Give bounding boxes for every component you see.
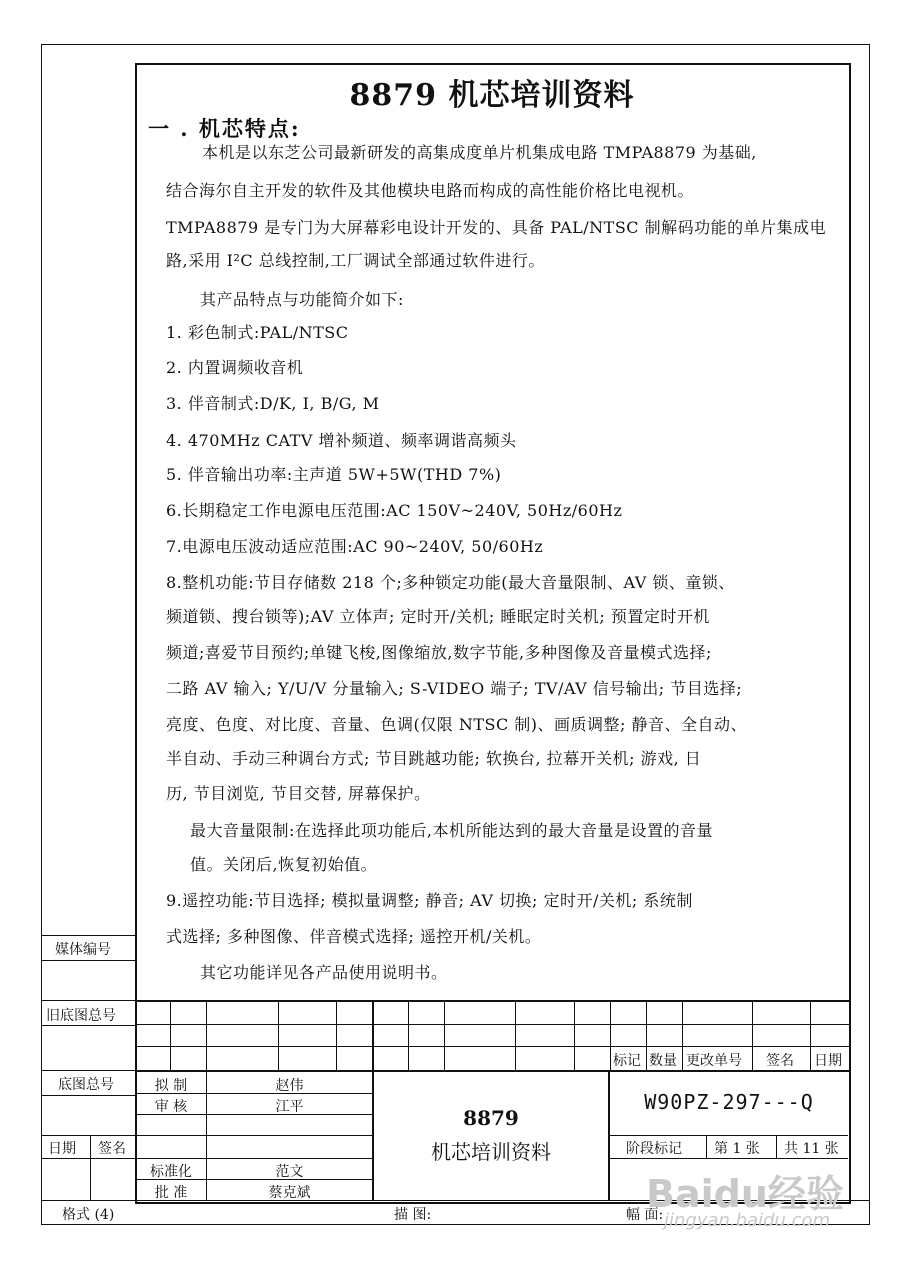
role-drafted: 拟 制 — [154, 1078, 188, 1094]
feature-3: 3. 伴音制式:D/K, I, B/G, M — [166, 394, 380, 413]
intro-line-2: 结合海尔自主开发的软件及其他模块电路而构成的高性能价格比电视机。 — [166, 181, 695, 200]
feature-8-line-2: 频道锁、搜台锁等);AV 立体声; 定时开/关机; 睡眠定时关机; 预置定时开机 — [166, 607, 710, 626]
sheet-total: 共 11 张 — [784, 1141, 839, 1157]
feature-9-line-2: 式选择; 多种图像、伴音模式选择; 遥控开机/关机。 — [166, 927, 542, 946]
sidebar-line — [41, 935, 136, 936]
feature-8-line-3: 频道;喜爱节目预约;单键飞梭,图像缩放,数字节能,多种图像及音量模式选择; — [166, 643, 712, 662]
rev-col-line — [646, 1000, 647, 1070]
baidu-watermark-url: jingyan.baidu.com — [664, 1210, 831, 1231]
rev-header-quantity: 数量 — [649, 1053, 677, 1069]
date-label: 日期 — [48, 1141, 76, 1157]
approval-row-line — [135, 1135, 373, 1136]
rev-col-line — [810, 1000, 811, 1070]
base-no-label: 底图总号 — [58, 1077, 114, 1093]
drawn-by-label: 描 图: — [394, 1207, 432, 1223]
feature-8-line-4: 二路 AV 输入; Y/U/V 分量输入; S-VIDEO 端子; TV/AV 信号输出; 节目选择; — [166, 679, 743, 698]
other-features-note: 其它功能详见各产品使用说明书。 — [200, 963, 448, 982]
sidebar-line — [41, 1135, 136, 1136]
name-standardized: 范文 — [275, 1164, 304, 1180]
stage-mark-label: 阶段标记 — [626, 1141, 682, 1157]
role-reviewed: 审 核 — [154, 1099, 188, 1115]
signature-label: 签名 — [98, 1141, 126, 1157]
sidebar-line — [41, 960, 136, 961]
document-title: 8879 机芯培训资料 — [349, 78, 635, 113]
max-volume-note-1: 最大音量限制:在选择此项功能后,本机所能达到的最大音量是设置的音量 — [190, 821, 713, 840]
section-heading: 一 . 机芯特点: — [148, 116, 301, 141]
code-row-line — [610, 1158, 848, 1159]
outer-frame-top — [41, 44, 870, 45]
rev-col-line — [682, 1000, 683, 1070]
rev-col-line — [336, 1000, 337, 1070]
sidebar-line — [41, 1070, 136, 1071]
feature-8-line-7: 历, 节目浏览, 节目交替, 屏幕保护。 — [166, 784, 431, 803]
doc-name-line-2: 机芯培训资料 — [431, 1140, 551, 1164]
rev-row-line — [135, 1046, 849, 1047]
rev-col-line — [170, 1000, 171, 1070]
rev-col-line — [574, 1000, 575, 1070]
intro-line-5: 其产品特点与功能简介如下: — [200, 290, 404, 309]
rev-header-date: 日期 — [814, 1053, 842, 1069]
name-approved: 蔡克斌 — [268, 1185, 311, 1201]
rev-col-line — [408, 1000, 409, 1070]
feature-4: 4. 470MHz CATV 增补频道、频率调谐高频头 — [166, 431, 517, 450]
rev-header-signature: 签名 — [766, 1053, 794, 1069]
code-row-line — [610, 1135, 848, 1136]
doc-code: W90PZ-297---Q — [644, 1090, 814, 1114]
max-volume-note-2: 值。关闭后,恢复初始值。 — [190, 855, 378, 874]
intro-line-3: TMPA8879 是专门为大屏幕彩电设计开发的、具备 PAL/NTSC 制解码功能的单片集成电 — [166, 218, 827, 237]
sidebar-divider — [90, 1135, 91, 1200]
rev-row-line — [135, 1024, 849, 1025]
rev-col-line — [515, 1000, 516, 1070]
name-drafted: 赵伟 — [275, 1078, 304, 1094]
name-reviewed: 江平 — [275, 1099, 304, 1115]
feature-9-line-1: 9.遥控功能:节目选择; 模拟量调整; 静音; AV 切换; 定时开/关机; 系统制 — [166, 891, 693, 910]
approval-row-line — [135, 1158, 373, 1159]
feature-2: 2. 内置调频收音机 — [166, 358, 304, 377]
rev-col-line — [752, 1000, 753, 1070]
old-base-no-label: 旧底图总号 — [46, 1008, 116, 1024]
code-col-line — [776, 1135, 777, 1158]
feature-5: 5. 伴音输出功率:主声道 5W+5W(THD 7%) — [166, 465, 502, 484]
sidebar-line — [41, 1000, 136, 1001]
feature-1: 1. 彩色制式:PAL/NTSC — [166, 323, 349, 342]
feature-7: 7.电源电压波动适应范围:AC 90~240V, 50/60Hz — [166, 537, 544, 556]
size-label: 幅 面: — [626, 1207, 664, 1223]
role-approved: 批 准 — [154, 1185, 188, 1201]
code-col-line — [706, 1135, 707, 1158]
baidu-watermark: Baidu经验 — [646, 1172, 844, 1216]
sidebar-line — [41, 1158, 136, 1159]
intro-line-1: 本机是以东芝公司最新研发的高集成度单片机集成电路 TMPA8879 为基础, — [202, 143, 757, 162]
rev-header-change-no: 更改单号 — [686, 1053, 742, 1069]
title-block-top — [135, 1000, 849, 1002]
feature-8-line-5: 亮度、色度、对比度、音量、色调(仅限 NTSC 制)、画质调整; 静音、全自动、 — [166, 715, 748, 734]
sheet-number: 第 1 张 — [714, 1141, 760, 1157]
rev-col-line — [610, 1000, 611, 1070]
feature-8-line-6: 半自动、手动三种调台方式; 节目跳越功能; 软换台, 拉幕开关机; 游戏, 日 — [166, 749, 702, 768]
format-label: 格式 (4) — [62, 1207, 115, 1223]
role-standardized: 标准化 — [150, 1164, 192, 1180]
intro-line-4: 路,采用 I²C 总线控制,工厂调试全部通过软件进行。 — [166, 251, 545, 270]
outer-frame-right — [869, 44, 870, 1225]
outer-frame-left — [41, 44, 42, 1225]
feature-8-line-1: 8.整机功能:节目存储数 218 个;多种锁定功能(最大音量限制、AV 锁、童锁、 — [166, 573, 735, 592]
media-no-label: 媒体编号 — [55, 942, 111, 958]
rev-col-line — [206, 1000, 207, 1070]
feature-6: 6.长期稳定工作电源电压范围:AC 150V~240V, 50Hz/60Hz — [166, 501, 623, 520]
revision-mid-divider — [372, 1000, 374, 1200]
rev-col-line — [278, 1000, 279, 1070]
rev-header-mark: 标记 — [613, 1053, 641, 1069]
revision-divider — [135, 1070, 849, 1072]
rev-col-line — [444, 1000, 445, 1070]
sidebar-line — [41, 1025, 136, 1026]
sidebar-line — [41, 1095, 136, 1096]
doc-name-line-1: 8879 — [463, 1106, 519, 1130]
